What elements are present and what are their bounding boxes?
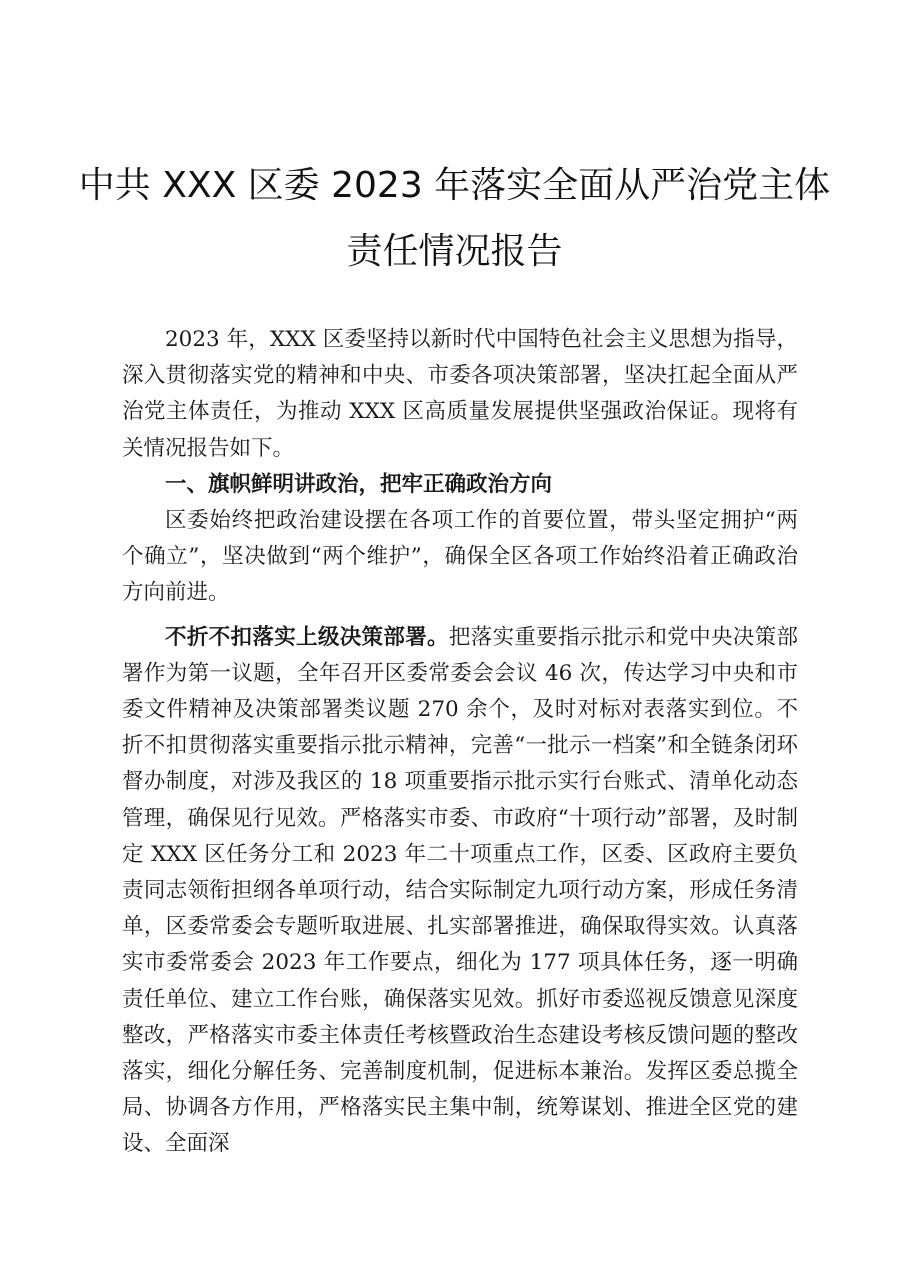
paragraph-2	[122, 620, 798, 1163]
document-body	[122, 322, 798, 1163]
paragraph-2-body: 把落实重要指示批示和党中央决策部署作为第一议题，全年召开区委常委会会议 46 次，传达学习中央和市委文件精神及决策部署类议题 270 余个，及时对标对表落实到位。不折不扣贯彻落实重要指示批示精神，完善“一批示一档案”和全链条闭环督办制度，对涉及我区的 18 项重要指示批示实行台账式、清单化动态管理，确保见行见效。严格落实市委、市政府“十项行动”部署，及时制定 XXX 区任务分工和 2023 年二十项重点工作，区委、区政府主要负责同志领衔担纲各单项行动，结合实际制定九项行动方案，形成任务清单，区委常委会专题听取进展、扎实部署推进，确保取得实效。认真落实市委常委会 2023 年工作要点，细化为 177 项具体任务，逐一明确责任单位、建立工作台账，确保落实见效。抓好市委巡视反馈意见深度整改，严格落实市委主体责任考核暨政治生态建设考核反馈问题的整改落实，细化分解任务、完善制度机制，促进标本兼治。发挥区委总揽全局、协调各方作用，严格落实民主集中制，统筹谋划、推进全区党的建设、全面深	[122, 624, 798, 1157]
section-1-paragraph: 区委始终把政治建设摆在各项工作的首要位置，带头坚定拥护“两个确立”，坚决做到“两个维护”，确保全区各项工作始终沿着正确政治方向前进。	[122, 508, 798, 606]
document-title-line-2: 责任情况报告	[346, 231, 563, 272]
intro-paragraph: 2023 年，XXX 区委坚持以新时代中国特色社会主义思想为指导，深入贯彻落实党的精神和中央、市委各项决策部署，坚决扛起全面从严治党主体责任，为推动 XXX 区高质量发展提供坚强政治保证。现将有关情况报告如下。	[122, 327, 798, 461]
section-1-heading: 一、旗帜鲜明讲政治，把牢正确政治方向	[165, 471, 553, 497]
paragraph-2-lead: 不折不扣落实上级决策部署。	[165, 624, 449, 650]
document-title-line-1: 中共 XXX 区委 2023 年落实全面从严治党主体	[78, 165, 831, 206]
